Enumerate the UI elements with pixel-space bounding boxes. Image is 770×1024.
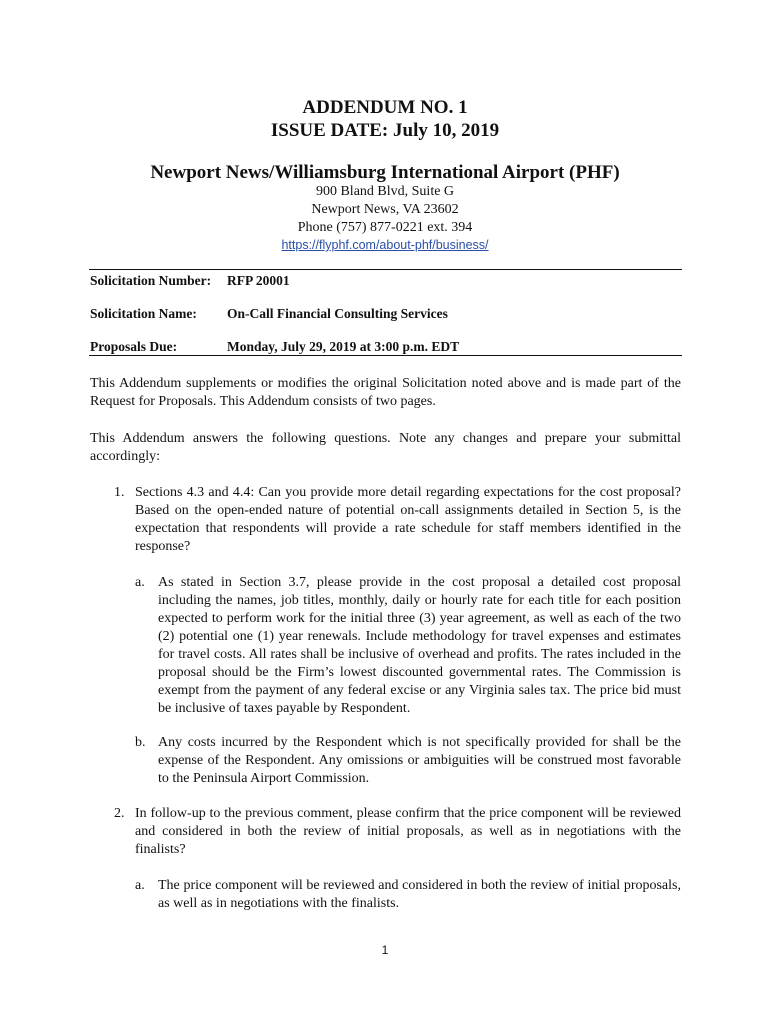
phone-number: Phone (757) 877-0221 ext. 394 [297, 220, 473, 235]
address-line-1: 900 Bland Blvd, Suite G [315, 184, 455, 199]
intro-paragraph: This Addendum supplements or modifies the original Solicitation noted above and is made part of the Request for Proposals. This Addendum consists of two pages. [90, 376, 681, 409]
top-divider [89, 269, 682, 270]
solicitation-name-label: Solicitation Name: [90, 306, 197, 321]
question-1-number: 1. [114, 485, 125, 500]
instructions-paragraph: This Addendum answers the following questions. Note any changes and prepare your submittal accordingly: [90, 431, 681, 464]
solicitation-name-value: On-Call Financial Consulting Services [227, 306, 448, 321]
bottom-divider [89, 355, 682, 356]
question-1-text: Sections 4.3 and 4.4: Can you provide more detail regarding expectations for the cost proposal? Based on the open-ended nature of potential on-call assignments detailed in Section 5, is the expectation that respondents will provide a rate schedule for staff members identified in the response? [135, 485, 681, 554]
issue-date: ISSUE DATE: July 10, 2019 [270, 120, 500, 141]
answer-1b-text: Any costs incurred by the Respondent which is not specifically provided for shall be the expense of the Respondent. Any omissions or ambiguities will be construed most favorable to the Peninsula Airport Commission. [158, 735, 681, 786]
business-link[interactable]: https://flyphf.com/about-phf/business/ [281, 238, 489, 252]
proposals-due-value: Monday, July 29, 2019 at 3:00 p.m. EDT [227, 339, 460, 354]
solicitation-number-value: RFP 20001 [227, 273, 290, 288]
answer-1b-letter: b. [135, 735, 146, 750]
answer-2a-letter: a. [135, 878, 145, 893]
airport-name: Newport News/Williamsburg International Airport (PHF) [150, 162, 620, 183]
address-line-2: Newport News, VA 23602 [311, 202, 459, 217]
answer-2a-text: The price component will be reviewed and considered in both the review of initial proposals, as well as in negotiations with the finalists. [158, 878, 681, 911]
addendum-title: ADDENDUM NO. 1 [302, 97, 468, 118]
answer-1a-text: As stated in Section 3.7, please provide in the cost proposal a detailed cost proposal including the names, job titles, monthly, daily or hourly rate for each title for each position expected to perform work for the initial three (3) year agreement, as well as each of the two (2) potential one (1) year renewals. Include methodology for travel expenses and estimates for travel costs. All rates shall be inclusive of overhead and profits. The rates included in the proposal should be the Firm’s lowest discounted governmental rates. The Commission is exempt from the payment of any federal excise or any Virginia sales tax. The price bid must be inclusive of taxes payable by Respondent. [158, 575, 681, 716]
answer-1a-letter: a. [135, 575, 145, 590]
solicitation-number-label: Solicitation Number: [90, 273, 212, 288]
question-2-text: In follow-up to the previous comment, please confirm that the price component will be reviewed and considered in both the review of initial proposals, as well as in negotiations with the finalists? [135, 806, 681, 857]
proposals-due-label: Proposals Due: [90, 339, 178, 354]
page-number: 1 [381, 943, 389, 957]
question-2-number: 2. [114, 806, 125, 821]
